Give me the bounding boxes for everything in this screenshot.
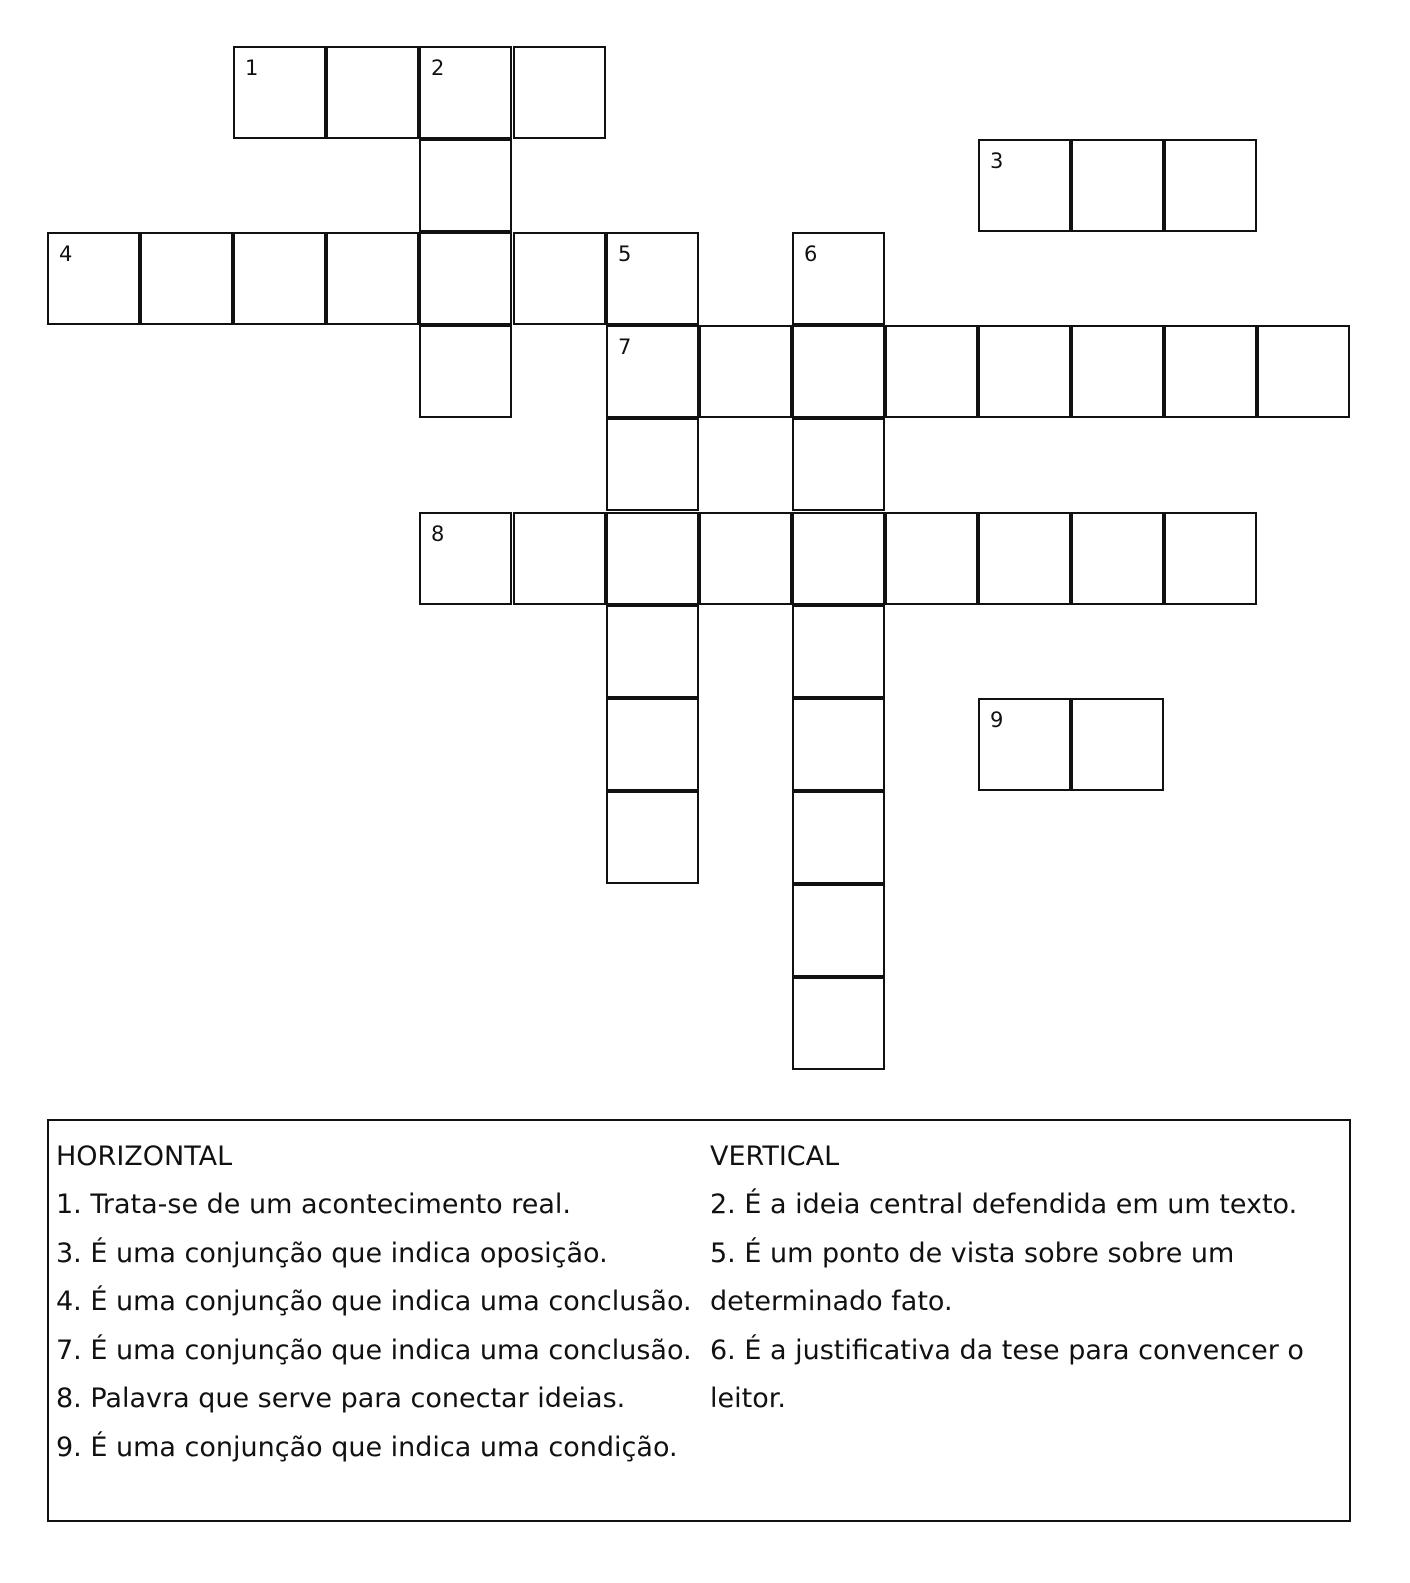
vertical-title: VERTICAL [710,1141,840,1172]
crossword-cell[interactable] [606,605,699,698]
crossword-cell[interactable] [792,325,885,418]
crossword-cell[interactable] [606,232,699,325]
crossword-cell[interactable] [1257,325,1350,418]
horizontal-clue-1: 1. Trata-se de um acontecimento real. [56,1189,572,1220]
crossword-cell[interactable] [1071,512,1164,605]
crossword-cell[interactable] [792,512,885,605]
clue-number: 6 [804,242,818,266]
crossword-cell[interactable] [606,418,699,511]
vertical-clue-6-cont: leitor. [710,1383,786,1414]
crossword-cell[interactable] [792,232,885,325]
crossword-cell[interactable] [419,232,512,325]
crossword-cell[interactable] [326,46,419,139]
crossword-cell[interactable] [326,232,419,325]
horizontal-clue-7: 7. É uma conjunção que indica uma conclusão. [56,1334,692,1366]
clue-number: 8 [431,522,445,546]
vertical-clue-2: 2. É a ideia central defendida em um texto. [710,1189,1298,1220]
crossword-cell[interactable] [978,139,1071,232]
crossword-cell[interactable] [419,325,512,418]
crossword-cell[interactable] [978,698,1071,791]
vertical-clue-6: 6. É a justificativa da tese para convencer o [710,1334,1304,1366]
clue-number: 7 [618,335,632,359]
horizontal-title: HORIZONTAL [56,1141,233,1172]
horizontal-clue-3: 3. É uma conjunção que indica oposição. [56,1237,608,1269]
crossword-cell[interactable] [699,512,792,605]
horizontal-clues [56,1133,696,1472]
crossword-cell[interactable] [419,512,512,605]
vertical-clues [710,1133,1330,1424]
vertical-clue-5-cont: determinado fato. [710,1286,953,1317]
crossword-cell[interactable] [419,46,512,139]
crossword-cell[interactable] [792,418,885,511]
crossword-cell[interactable] [792,884,885,977]
crossword-cell[interactable] [606,698,699,791]
crossword-cell[interactable] [885,512,978,605]
clue-number: 3 [990,149,1004,173]
crossword-cell[interactable] [792,605,885,698]
crossword-cell[interactable] [885,325,978,418]
crossword-cell[interactable] [1164,139,1257,232]
vertical-clue-5: 5. É um ponto de vista sobre sobre um [710,1237,1235,1269]
clue-number: 9 [990,708,1004,732]
crossword-cell[interactable] [419,139,512,232]
clue-number: 5 [618,242,632,266]
crossword-cell[interactable] [792,977,885,1070]
crossword-cell[interactable] [1164,325,1257,418]
clue-number: 1 [245,56,259,80]
crossword-cell[interactable] [606,791,699,884]
crossword-cell[interactable] [978,512,1071,605]
horizontal-clue-9: 9. É uma conjunção que indica uma condição. [56,1431,678,1463]
crossword-cell[interactable] [233,232,326,325]
clue-number: 4 [59,242,73,266]
crossword-cell[interactable] [140,232,233,325]
horizontal-clue-8: 8. Palavra que serve para conectar ideias. [56,1383,626,1414]
crossword-cell[interactable] [1071,139,1164,232]
crossword-cell[interactable] [1164,512,1257,605]
crossword-cell[interactable] [513,46,606,139]
clues-box [47,1119,1351,1522]
crossword-cell[interactable] [606,512,699,605]
crossword-cell[interactable] [47,232,140,325]
crossword-cell[interactable] [1071,325,1164,418]
crossword-cell[interactable] [699,325,792,418]
horizontal-clue-4: 4. É uma conjunção que indica uma conclusão. [56,1286,692,1317]
clue-number: 2 [431,56,445,80]
crossword-cell[interactable] [792,791,885,884]
crossword-cell[interactable] [233,46,326,139]
crossword-cell[interactable] [978,325,1071,418]
crossword-cell[interactable] [606,325,699,418]
crossword-cell[interactable] [513,512,606,605]
crossword-cell[interactable] [792,698,885,791]
crossword-cell[interactable] [1071,698,1164,791]
crossword-cell[interactable] [513,232,606,325]
